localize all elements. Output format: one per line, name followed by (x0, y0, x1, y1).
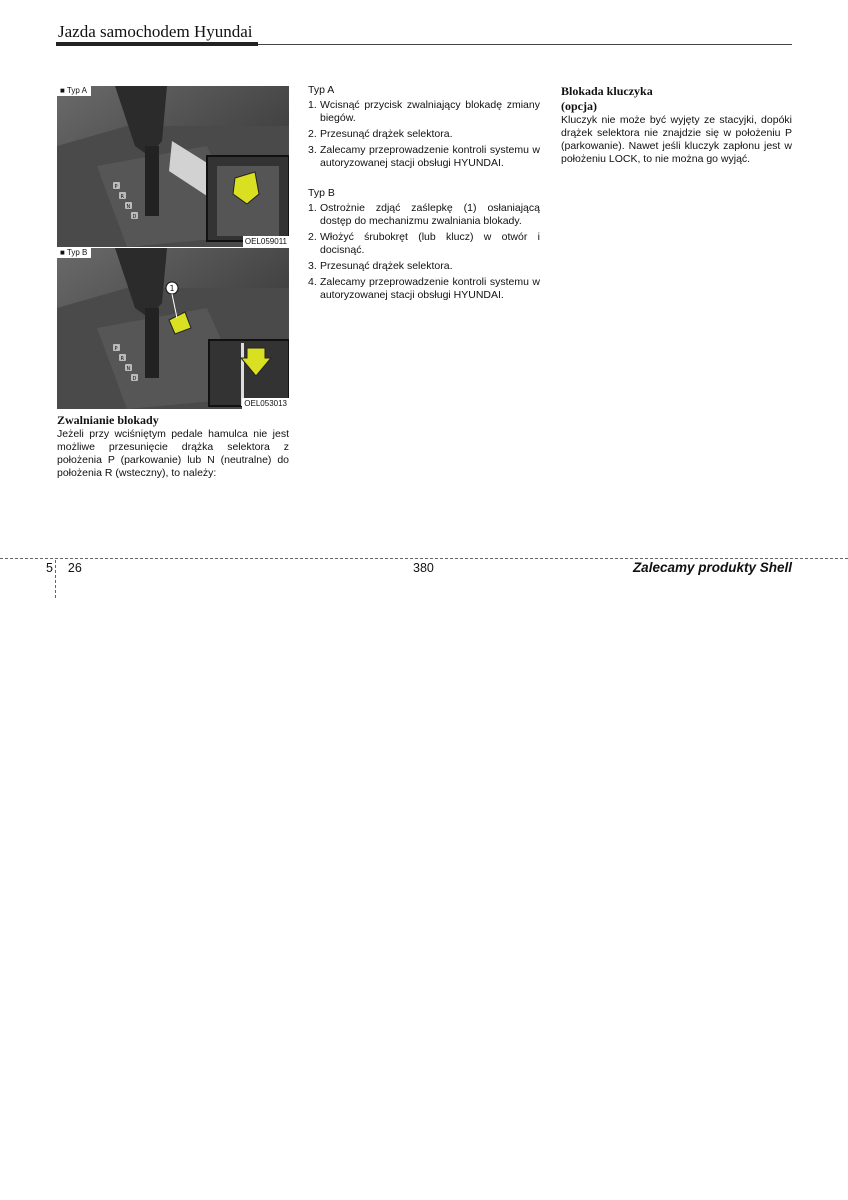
footer-tagline: Zalecamy produkty Shell (632, 560, 792, 575)
typ-a-label: Typ A (308, 84, 335, 96)
gear-shifter-illustration-a (57, 86, 289, 247)
list-item: 1. Wcisnąć przycisk zwalniający blokadę zmiany biegów. (308, 99, 540, 124)
list-item: 4. Zalecamy przeprowadzenie kontroli systemu w autoryzowanej stacji obsługi HYUNDAI. (308, 276, 540, 301)
shifter-label: R (120, 194, 124, 200)
footer-divider (0, 558, 848, 559)
shifter-label: P (114, 184, 118, 190)
header-rule-thick (56, 42, 258, 46)
list-item: 3. Zalecamy przeprowadzenie kontroli systemu w autoryzowanej stacji obsługi HYUNDAI. (308, 144, 540, 169)
steps-section (308, 84, 540, 305)
shifter-label: N (126, 204, 131, 210)
typ-b-label: Typ B (308, 187, 335, 199)
shifter-label: P (114, 346, 118, 352)
shifter-label: N (126, 366, 131, 372)
figure-tag-a: ■ Typ A (57, 86, 91, 96)
key-lock-section (561, 84, 792, 166)
list-item: 1. Ostrożnie zdjąć zaślepkę (1) osłaniającą dostęp do mechanizmu zwalniania blokady. (308, 202, 540, 227)
figure-code-b: OEL053013 (244, 399, 287, 408)
footer-page-number: 380 (413, 561, 434, 575)
figure-typ-b (57, 248, 289, 409)
key-lock-text: Kluczyk nie może być wyjęty ze stacyjki, dopóki drążek selektora nie znajdzie się w położeniu P (parkowanie). Nawet jeśli kluczyk zapłonu jest w położeniu LOCK, to nie można go wyjąć. (561, 114, 792, 165)
figure-typ-a (57, 86, 289, 247)
release-heading: Zwalnianie blokady (57, 413, 159, 427)
list-item: 2. Przesunąć drążek selektora. (308, 128, 453, 140)
key-lock-heading: Blokada kluczyka (561, 84, 653, 98)
footer-page: 26 (67, 561, 82, 575)
figure-tag-b: ■ Typ B (57, 248, 91, 258)
footer-page-ref (46, 561, 82, 575)
callout-number: 1 (169, 284, 175, 293)
typ-a-steps (308, 99, 540, 170)
release-text: Jeżeli przy wciśniętym pedale hamulca nie jest możliwe przesunięcie drążka selektora z położenia P (parkowanie) lub N (neutralne) do położenia R (wsteczny), to należy: (57, 428, 289, 479)
gear-shifter-illustration-b (57, 248, 289, 409)
key-lock-heading-option: (opcja) (561, 99, 597, 113)
release-section (57, 413, 289, 480)
header-rule-thin (258, 44, 792, 45)
typ-b-steps (308, 202, 540, 302)
shifter-label: D (132, 214, 137, 220)
shifter-label: D (132, 376, 137, 382)
page-header-title: Jazda samochodem Hyundai (58, 22, 253, 41)
footer-section: 5 (46, 561, 53, 575)
figure-code-a: OEL059011 (244, 237, 287, 246)
list-item: 3. Przesunąć drążek selektora. (308, 260, 453, 272)
list-item: 2. Włożyć śrubokręt (lub klucz) w otwór i docisnąć. (308, 231, 540, 256)
shifter-label: R (120, 356, 124, 362)
